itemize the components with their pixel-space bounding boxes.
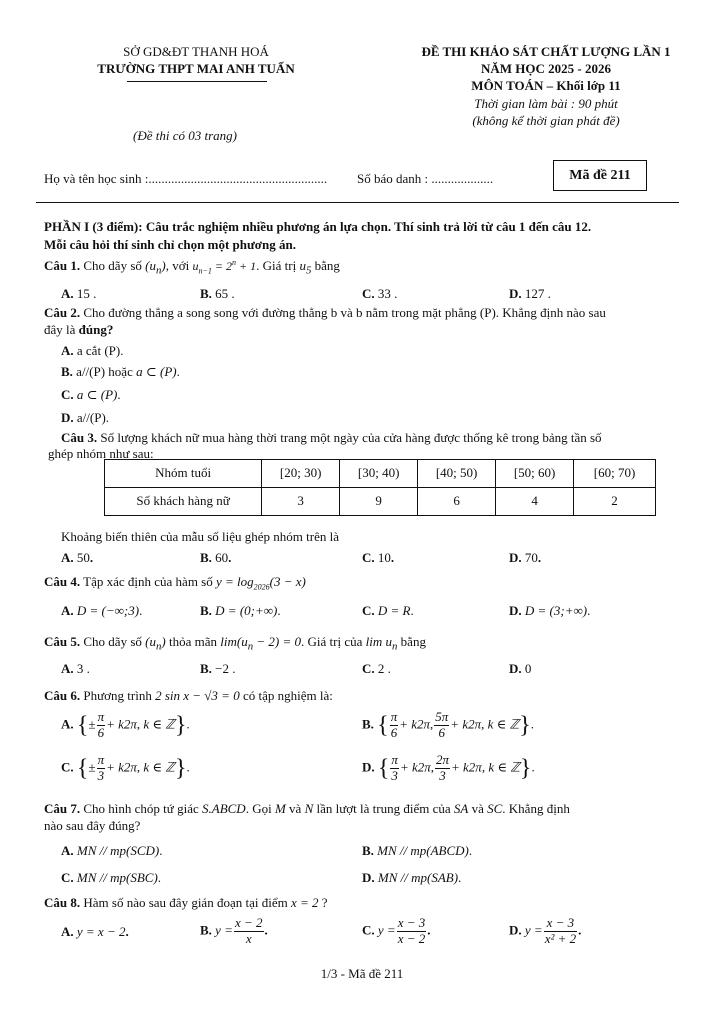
table-cell: [50; 60) bbox=[496, 460, 574, 488]
page-footer: 1/3 - Mã đề 211 bbox=[320, 966, 404, 981]
q7-option-c: C. MN // mp(SBC). bbox=[61, 870, 162, 885]
table-cell: 6 bbox=[418, 488, 496, 516]
question-6: Câu 6. Phương trình 2 sin x − √3 = 0 có tập nghiệm là: bbox=[44, 688, 333, 703]
time-limit: Thời gian làm bài : 90 phút bbox=[474, 96, 618, 111]
q6-option-a: A. {± $\frac{\pi}{6}$ + k2π, k ∈ ℤ}. bbox=[61, 709, 190, 740]
q1-option-c: C. 33 . bbox=[362, 286, 398, 301]
header-underline bbox=[127, 81, 267, 82]
question-3-cont: ghép nhóm như sau: bbox=[48, 446, 154, 461]
question-7: Câu 7. Cho hình chóp tứ giác S.ABCD. Gọi M và N lần lượt là trung điểm của SA và SC. Khẳng định bbox=[44, 801, 570, 816]
q4-option-b: B. D = (0;+∞). bbox=[200, 603, 281, 618]
school-name: TRƯỜNG THPT MAI ANH TUẤN bbox=[97, 61, 295, 76]
pages-note: (Đề thi có 03 trang) bbox=[133, 128, 237, 143]
table-cell: 2 bbox=[574, 488, 656, 516]
question-1: Câu 1. Cho dãy số $(u_n)$, với $u_{n-1} = 2^n + 1$. Giá trị $u_5$ bằng bbox=[44, 258, 340, 277]
department-name: SỞ GD&ĐT THANH HOÁ bbox=[123, 44, 269, 59]
table-cell: Nhóm tuổi bbox=[105, 460, 262, 488]
subject: MÔN TOÁN – Khối lớp 11 bbox=[471, 78, 621, 93]
table-row bbox=[105, 460, 656, 488]
q6-option-c: C. {± $\frac{\pi}{3}$ + k2π, k ∈ ℤ}. bbox=[61, 752, 190, 783]
q8-option-b: B. y = $\frac{x - 2}{x}$ . bbox=[200, 915, 268, 946]
exam-code-box: Mã đề 211 bbox=[553, 160, 647, 191]
table-row bbox=[105, 488, 656, 516]
table-cell: [20; 30) bbox=[262, 460, 340, 488]
q1-option-a: A. 15 . bbox=[61, 286, 97, 301]
table-cell: 4 bbox=[496, 488, 574, 516]
q5-option-d: D. 0 bbox=[509, 661, 532, 676]
student-id-field: Số báo danh : ................... bbox=[357, 171, 494, 186]
q2-option-c: C. a ⊂ (P). bbox=[61, 387, 121, 402]
q2-option-a: A. a cắt (P). bbox=[61, 343, 124, 358]
separator-line bbox=[36, 202, 679, 203]
table-cell: Số khách hàng nữ bbox=[105, 488, 262, 516]
part1-instruction: Mỗi câu hỏi thí sinh chỉ chọn một phương án. bbox=[44, 237, 296, 252]
table-cell: 9 bbox=[340, 488, 418, 516]
frequency-table bbox=[104, 459, 656, 516]
school-year: NĂM HỌC 2025 - 2026 bbox=[481, 61, 611, 76]
exam-title: ĐỀ THI KHẢO SÁT CHẤT LƯỢNG LẦN 1 bbox=[421, 44, 671, 59]
q4-option-d: D. D = (3;+∞). bbox=[509, 603, 591, 618]
question-3: Câu 3. Số lượng khách nữ mua hàng thời trang một ngày của cửa hàng được thống kê trong bảng tần số bbox=[61, 430, 602, 445]
table-cell: [40; 50) bbox=[418, 460, 496, 488]
q3-option-b: B. 60. bbox=[200, 550, 232, 565]
q3-option-a: A. 50. bbox=[61, 550, 94, 565]
q8-option-d: D. y = $\frac{x - 3}{\text{x² + 2}}$ . bbox=[509, 915, 582, 946]
table-cell: 3 bbox=[262, 488, 340, 516]
part1-heading: PHẦN I (3 điểm): Câu trắc nghiệm nhiều phương án lựa chọn. Thí sinh trả lời từ câu 1 đến câu 12. bbox=[44, 219, 592, 234]
q4-option-a: A. D = (−∞;3). bbox=[61, 603, 143, 618]
question-7-cont: nào sau đây đúng? bbox=[44, 818, 141, 833]
q5-option-c: C. 2 . bbox=[362, 661, 391, 676]
q7-option-b: B. MN // mp(ABCD). bbox=[362, 843, 473, 858]
question-2: Câu 2. Cho đường thẳng a song song với đường thẳng b và b nằm trong mặt phẳng (P). Khẳng định nào sau bbox=[44, 305, 606, 320]
q6-option-b: B. { $\frac{\pi}{6}$ + k2π, $\frac{5\pi}{6}$ + k2π, k ∈ ℤ}. bbox=[362, 709, 534, 740]
question-2-cont: đây là đúng? bbox=[44, 322, 114, 337]
q2-option-d: D. a//(P). bbox=[61, 410, 110, 425]
q3-option-c: C. 10. bbox=[362, 550, 395, 565]
question-5: Câu 5. Cho dãy số $(u_n)$ thỏa mãn $\lim(u_n - 2) = 0$. Giá trị của $\lim u_n$ bằng bbox=[44, 634, 426, 653]
q1-option-b: B. 65 . bbox=[200, 286, 235, 301]
student-name-field: Họ và tên học sinh :....................................................... bbox=[44, 171, 328, 186]
q5-option-a: A. 3 . bbox=[61, 661, 90, 676]
q4-option-c: C. D = R. bbox=[362, 603, 414, 618]
q1-option-d: D. 127 . bbox=[509, 286, 551, 301]
q6-option-d: D. { $\frac{\pi}{3}$ + k2π, $\frac{2\pi}{3}$ + k2π, k ∈ ℤ}. bbox=[362, 752, 535, 783]
q8-option-a: A. y = x − 2. bbox=[61, 924, 129, 939]
q2-option-b: B. a//(P) hoặc a ⊂ (P). bbox=[61, 364, 180, 379]
table-cell: [30; 40) bbox=[340, 460, 418, 488]
q3-option-d: D. 70. bbox=[509, 550, 542, 565]
question-8: Câu 8. Hàm số nào sau đây gián đoạn tại điểm x = 2 ? bbox=[44, 895, 328, 910]
q8-option-c: C. y = $\frac{x - 3}{x - 2}$ . bbox=[362, 915, 431, 946]
question-4: Câu 4. Tập xác định của hàm số $y = \log_{2026}(3 - x)$ bbox=[44, 574, 306, 592]
time-note: (không kể thời gian phát đề) bbox=[472, 113, 620, 128]
q7-option-a: A. MN // mp(SCD). bbox=[61, 843, 163, 858]
q5-option-b: B. −2 . bbox=[200, 661, 236, 676]
table-cell: [60; 70) bbox=[574, 460, 656, 488]
question-3-ask: Khoảng biến thiên của mẫu số liệu ghép nhóm trên là bbox=[61, 529, 339, 544]
q7-option-d: D. MN // mp(SAB). bbox=[362, 870, 462, 885]
